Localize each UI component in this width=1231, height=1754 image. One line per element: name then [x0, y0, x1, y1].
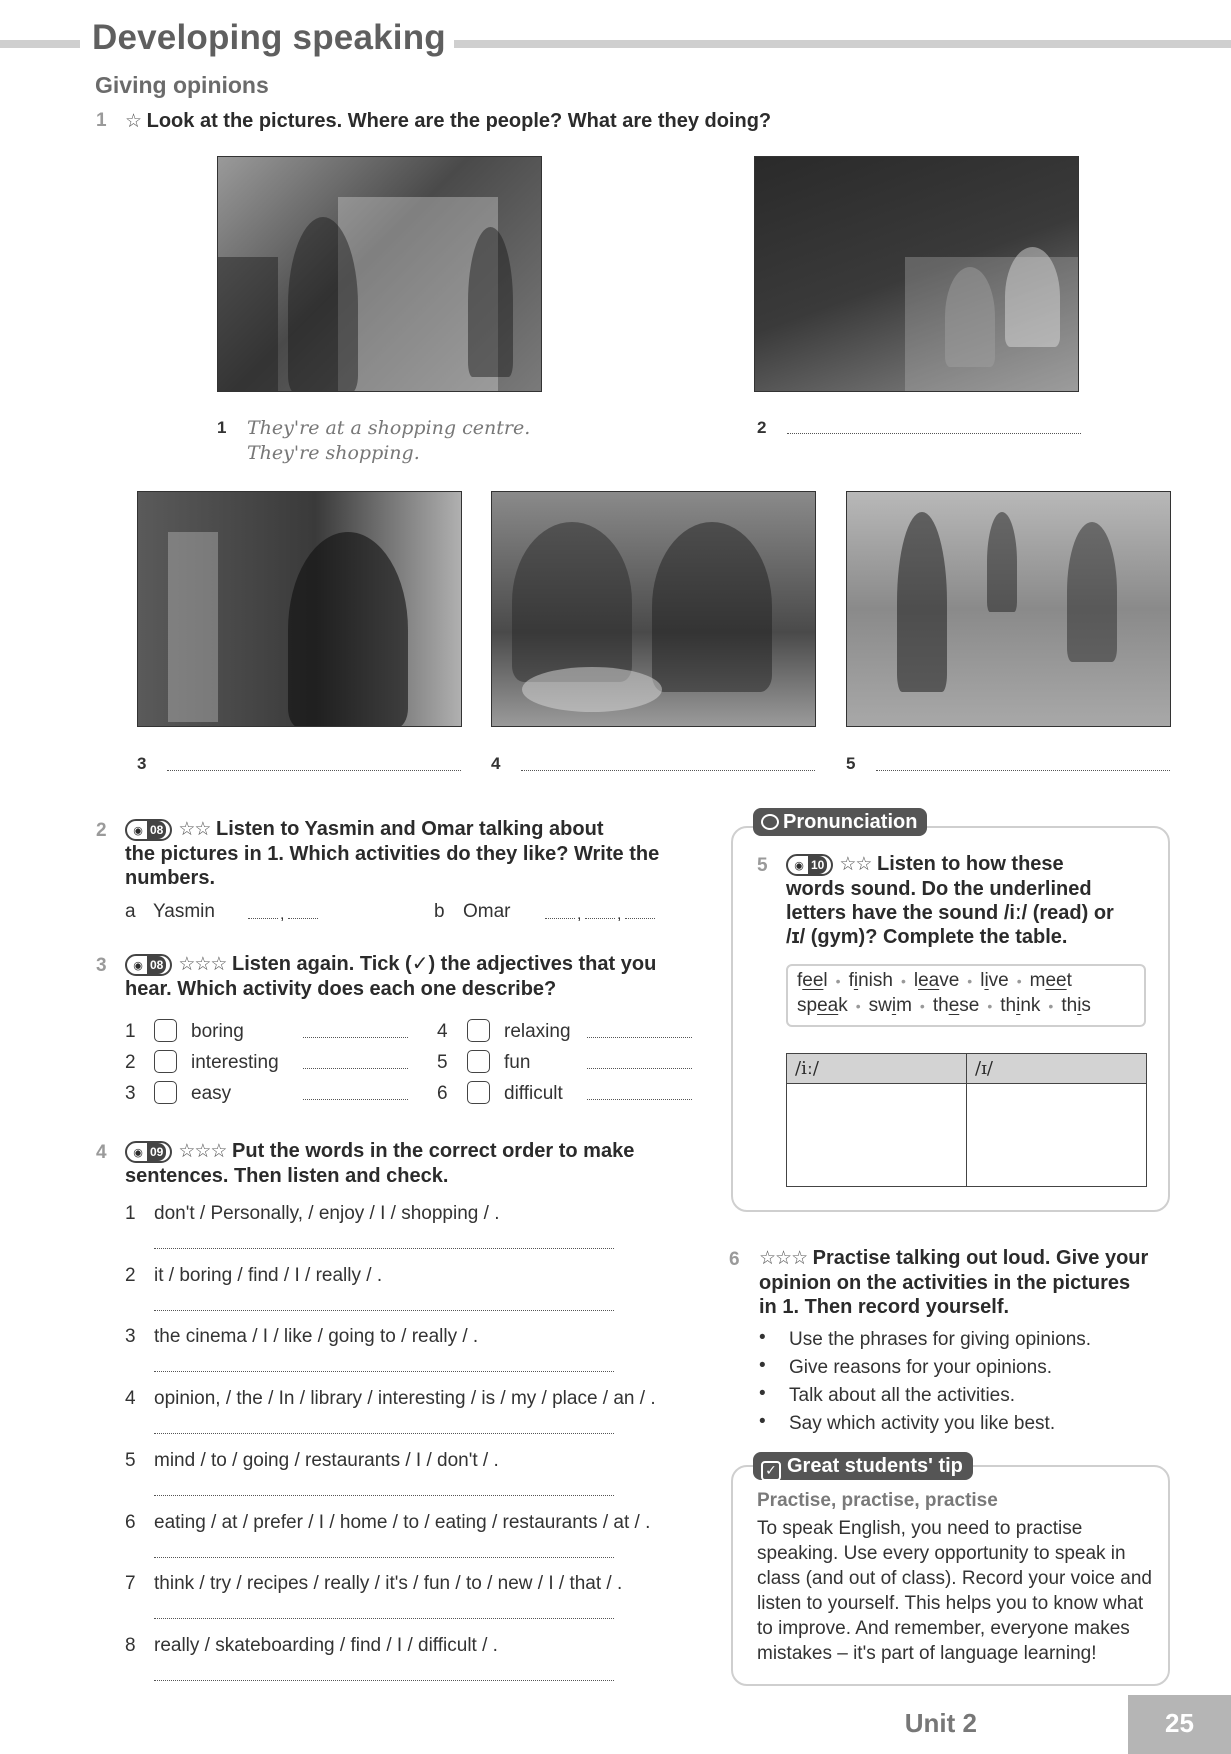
picture-5-number: 5	[846, 754, 856, 773]
ex6-line1: Practise talking out loud. Give your	[812, 1247, 1149, 1269]
tip-line: class (and out of class). Record your voice and	[757, 1568, 1152, 1589]
underlined-letters: i	[853, 970, 859, 991]
tick-checkbox[interactable]	[154, 1050, 177, 1073]
ex6-bullet: Use the phrases for giving opinions.	[789, 1329, 1092, 1350]
star-rating: ☆☆☆	[178, 1141, 227, 1162]
tip-line: listen to yourself. This helps you to know what	[757, 1593, 1144, 1614]
bullet-dot: •	[759, 1411, 766, 1432]
ex4-number: 4	[96, 1142, 107, 1163]
underlined-letters: ee	[1045, 970, 1067, 991]
star-rating: ☆☆☆	[178, 954, 227, 975]
tip-heading: ✓ Great students' tip	[753, 1452, 973, 1480]
tick-checkbox[interactable]	[467, 1050, 490, 1073]
picture-2-number: 2	[757, 418, 767, 437]
pronunciation-heading: Pronunciation	[753, 808, 927, 836]
ex6-line3: in 1. Then record yourself.	[759, 1296, 1010, 1318]
word-separator: •	[855, 998, 861, 1014]
ex2-b-blank2[interactable]	[585, 918, 615, 919]
ex2-a-blank2[interactable]	[288, 918, 318, 919]
ex6-bullet: Talk about all the activities.	[789, 1385, 1016, 1406]
audio-track-icon[interactable]: ◉ 10	[786, 854, 833, 876]
star-rating: ☆☆	[178, 819, 211, 840]
bullet-dot: •	[759, 1327, 766, 1348]
ex5-number: 5	[757, 855, 768, 876]
example-answer-line2: They're shopping.	[247, 442, 420, 464]
ex4-item-number: 1	[125, 1203, 136, 1224]
word-separator: •	[835, 973, 841, 989]
word-separator: •	[919, 998, 925, 1014]
ex1-text: Look at the pictures. Where are the people? What are they doing?	[146, 110, 772, 132]
answer-line-3[interactable]	[167, 770, 461, 771]
ex5-line4: /ɪ/ (gym)? Complete the table.	[786, 926, 1068, 948]
ex3-item-word: difficult	[504, 1083, 563, 1104]
table-cell-long-i[interactable]	[787, 1084, 967, 1187]
ex3-blank[interactable]	[303, 1068, 408, 1069]
audio-track-icon[interactable]: ◉ 08	[125, 954, 172, 976]
ex5-line3: letters have the sound /iː/ (read) or	[786, 902, 1114, 924]
ex4-answer-line[interactable]	[154, 1680, 614, 1681]
ex4-item-text: the cinema / I / like / going to / really / .	[154, 1326, 479, 1347]
pronunciation-word: these	[932, 995, 980, 1016]
ex2-line1: Listen to Yasmin and Omar talking about	[216, 818, 604, 840]
ex3-item-word: easy	[191, 1083, 232, 1104]
ex3-item-number: 6	[437, 1083, 448, 1104]
word-separator: •	[987, 998, 993, 1014]
ex4-item-number: 7	[125, 1573, 136, 1594]
ex3-blank[interactable]	[303, 1099, 408, 1100]
ex4-answer-line[interactable]	[154, 1557, 614, 1558]
ex6-instruction	[759, 1246, 1179, 1319]
ex4-answer-line[interactable]	[154, 1371, 614, 1372]
ex2-line2: the pictures in 1. Which activities do they like? Write the	[125, 843, 660, 865]
ex2-b-blank3[interactable]	[625, 918, 655, 919]
table-cell-short-i[interactable]	[967, 1084, 1147, 1187]
underlined-letters: i	[1016, 995, 1021, 1016]
underlined-letters: e	[948, 995, 960, 1016]
audio-track-icon[interactable]: ◉ 09	[125, 1141, 172, 1163]
unit-label: Unit 2	[904, 1708, 977, 1738]
bullet-dot: •	[759, 1383, 766, 1404]
comma: ,	[280, 906, 285, 923]
underlined-letters: ea	[817, 995, 839, 1016]
tick-checkbox[interactable]	[154, 1019, 177, 1042]
underlined-letters: ea	[918, 970, 940, 991]
ex3-blank[interactable]	[587, 1099, 692, 1100]
tick-checkbox[interactable]	[154, 1081, 177, 1104]
ex3-item-number: 4	[437, 1021, 448, 1042]
ex3-line1: Listen again. Tick (✓) the adjectives that you	[232, 953, 657, 975]
ex4-item-text: mind / to / going / restaurants / I / don't / .	[154, 1450, 499, 1471]
pronunciation-word: live	[980, 970, 1009, 991]
ex4-item-text: opinion, / the / In / library / interesting / is / my / place / an / .	[154, 1388, 656, 1409]
ex4-item-text: don't / Personally, / enjoy / I / shopping / .	[154, 1203, 500, 1224]
ex3-item-number: 3	[125, 1083, 136, 1104]
ex4-answer-line[interactable]	[154, 1495, 614, 1496]
ex4-item-text: really / skateboarding / find / I / difficult / .	[154, 1635, 498, 1656]
pronunciation-word: speak	[797, 995, 848, 1016]
ex2-b-name: Omar	[463, 901, 511, 922]
ex4-answer-line[interactable]	[154, 1310, 614, 1311]
pronunciation-word: this	[1061, 995, 1091, 1016]
picture-cinema	[754, 156, 1079, 392]
ex2-line3: numbers.	[125, 867, 216, 889]
tip-line: To speak English, you need to practise	[757, 1518, 1083, 1539]
ex5-line2: words sound. Do the underlined	[786, 878, 1092, 900]
picture-1-number: 1	[217, 418, 227, 437]
underlined-letters: i	[891, 995, 897, 1016]
word-separator: •	[1048, 998, 1054, 1014]
picture-shopping-centre	[217, 156, 542, 392]
ex3-blank[interactable]	[587, 1037, 692, 1038]
tip-body	[757, 1516, 1152, 1666]
tip-line: to improve. And remember, everyone makes	[757, 1618, 1130, 1639]
underlined-letters: i	[1077, 995, 1082, 1016]
sound-table	[786, 1053, 1147, 1187]
ex3-item-number: 2	[125, 1052, 136, 1073]
star-rating: ☆	[125, 111, 142, 132]
ex3-blank[interactable]	[303, 1037, 408, 1038]
star-rating: ☆☆☆	[759, 1248, 808, 1269]
tick-checkbox[interactable]	[467, 1081, 490, 1104]
bullet-dot: •	[759, 1355, 766, 1376]
ex4-answer-line[interactable]	[154, 1618, 614, 1619]
tip-line: speaking. Use every opportunity to speak in	[757, 1543, 1126, 1564]
pronunciation-word: swim	[868, 995, 912, 1016]
tip-line: mistakes – it's part of language learning!	[757, 1643, 1097, 1664]
word-separator: •	[900, 973, 906, 989]
answer-line-4[interactable]	[521, 770, 815, 771]
ex2-number: 2	[96, 820, 107, 841]
ex3-item-word: boring	[191, 1021, 244, 1042]
ex5-instruction	[786, 852, 1156, 949]
tick-checkbox[interactable]	[467, 1019, 490, 1042]
table-header-short-i: /ɪ/	[967, 1054, 1147, 1084]
header-rule-right	[454, 40, 1231, 48]
ex2-a-letter: a	[125, 901, 136, 922]
answer-line-5[interactable]	[876, 770, 1170, 771]
ex2-a-name: Yasmin	[153, 901, 215, 922]
ex4-item-number: 3	[125, 1326, 136, 1347]
ex6-bullet: Say which activity you like best.	[789, 1413, 1056, 1434]
word-separator: •	[1016, 973, 1022, 989]
picture-skateboarding	[846, 491, 1171, 727]
page-number: 25	[1165, 1708, 1194, 1738]
word-separator: •	[967, 973, 973, 989]
pronunciation-word: finish	[848, 970, 893, 991]
ex3-item-number: 5	[437, 1052, 448, 1073]
ex4-item-number: 8	[125, 1635, 136, 1656]
comma: ,	[617, 906, 622, 923]
ex6-line2: opinion on the activities in the pictures	[759, 1272, 1131, 1294]
section-subtitle: Giving opinions	[95, 72, 269, 98]
ex4-item-number: 5	[125, 1450, 136, 1471]
table-header-long-i: /iː/	[787, 1054, 967, 1084]
example-answer-line1: They're at a shopping centre.	[247, 417, 531, 439]
pronunciation-word: leave	[913, 970, 960, 991]
ex3-item-word: relaxing	[504, 1021, 571, 1042]
page-title: Developing speaking	[92, 18, 446, 57]
answer-line-2[interactable]	[787, 433, 1081, 434]
ex1-instruction	[125, 109, 771, 134]
checkmark-icon: ✓	[761, 1461, 781, 1481]
ex2-b-letter: b	[434, 901, 445, 922]
ex2-a-blank1[interactable]	[248, 918, 278, 919]
word-row-2	[797, 995, 1091, 1017]
ex3-item-word: fun	[504, 1052, 531, 1073]
ex2-instruction	[125, 817, 685, 890]
tip-subheading: Practise, practise, practise	[757, 1490, 998, 1511]
header-rule-left	[0, 40, 80, 48]
ex3-instruction	[125, 952, 705, 1001]
picture-3-number: 3	[137, 754, 147, 773]
picture-4-number: 4	[491, 754, 501, 773]
star-rating: ☆☆	[839, 854, 872, 875]
pronunciation-word: feel	[797, 970, 828, 991]
speech-bubble-icon	[761, 814, 779, 830]
ex3-blank[interactable]	[587, 1068, 692, 1069]
underlined-letters: i	[984, 970, 989, 991]
ex6-bullet: Give reasons for your opinions.	[789, 1357, 1052, 1378]
ex3-line2: hear. Which activity does each one describe?	[125, 978, 557, 1000]
ex4-line1: Put the words in the correct order to make	[232, 1140, 635, 1162]
ex3-number: 3	[96, 955, 107, 976]
underlined-letters: ee	[802, 970, 824, 991]
ex4-line2: sentences. Then listen and check.	[125, 1165, 449, 1187]
ex5-line1: Listen to how these	[877, 853, 1064, 875]
audio-track-icon[interactable]: ◉ 08	[125, 819, 172, 841]
picture-pizza	[491, 491, 816, 727]
ex4-item-text: it / boring / find / I / really / .	[154, 1265, 383, 1286]
ex4-instruction	[125, 1139, 705, 1188]
ex3-item-word: interesting	[191, 1052, 279, 1073]
pronunciation-word: meet	[1029, 970, 1072, 991]
ex2-b-blank1[interactable]	[545, 918, 575, 919]
ex4-item-text: think / try / recipes / really / it's / fun / to / new / I / that / .	[154, 1573, 623, 1594]
ex4-item-text: eating / at / prefer / I / home / to / eating / restaurants / at / .	[154, 1512, 651, 1533]
picture-library	[137, 491, 462, 727]
ex4-item-number: 4	[125, 1388, 136, 1409]
ex4-answer-line[interactable]	[154, 1433, 614, 1434]
ex4-item-number: 2	[125, 1265, 136, 1286]
comma: ,	[577, 906, 582, 923]
ex6-number: 6	[729, 1249, 740, 1270]
ex4-answer-line[interactable]	[154, 1248, 614, 1249]
word-row-1	[797, 970, 1072, 992]
ex3-item-number: 1	[125, 1021, 136, 1042]
ex4-item-number: 6	[125, 1512, 136, 1533]
pronunciation-word: think	[1000, 995, 1041, 1016]
ex1-number: 1	[96, 110, 107, 131]
